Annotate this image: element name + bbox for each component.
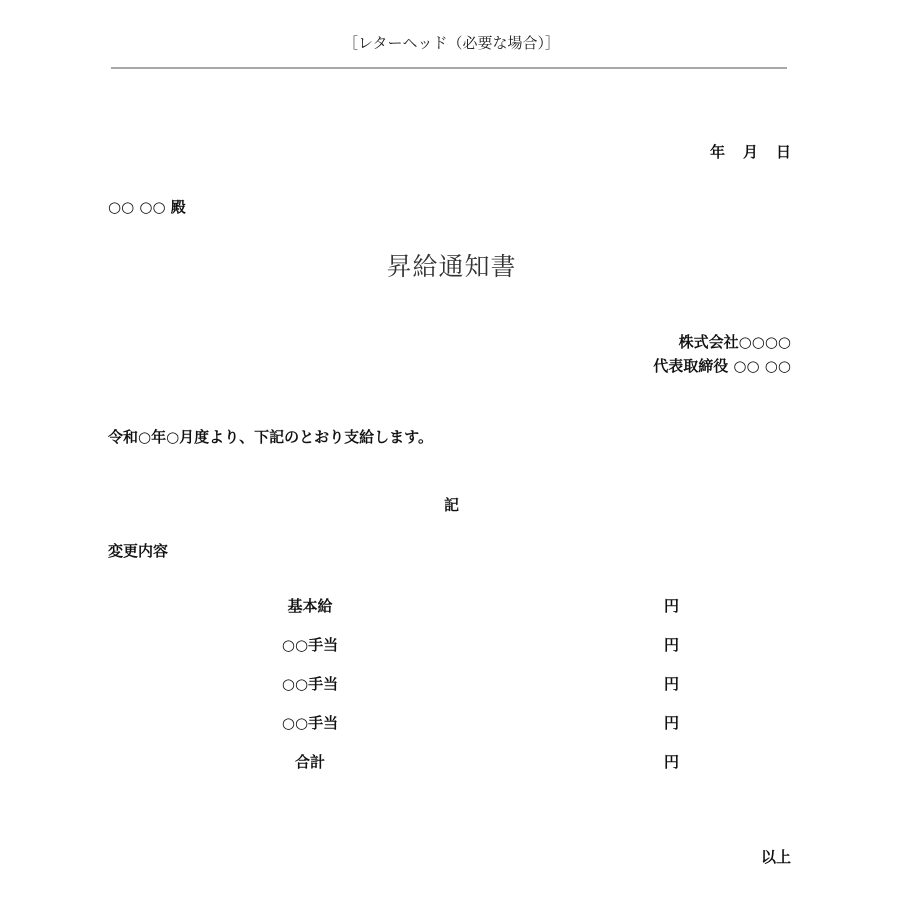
salary-item-unit: 円 xyxy=(664,714,680,732)
body-text: 令和○年○月度より、下記のとおり支給します。 xyxy=(108,428,433,446)
date-year-label: 年 xyxy=(709,143,725,161)
ki-heading: 記 xyxy=(443,496,459,514)
section-label-changes: 変更内容 xyxy=(108,542,169,560)
salary-total-row xyxy=(250,749,690,788)
sender-company: 株式会社○○○○ xyxy=(678,333,791,351)
sender-representative: 代表取締役 ○○ ○○ xyxy=(653,357,791,375)
date-day-label: 日 xyxy=(775,143,791,161)
salary-item-label: 基本給 xyxy=(287,597,333,615)
salary-item-label: ○○手当 xyxy=(281,636,339,654)
salary-item-label: ○○手当 xyxy=(281,675,339,693)
salary-item-row xyxy=(250,632,690,671)
issue-date xyxy=(710,141,791,162)
document-title: 昇給通知書 xyxy=(386,252,517,281)
closing-remark: 以上 xyxy=(760,848,791,866)
salary-item-row xyxy=(250,671,690,710)
salary-item-unit: 円 xyxy=(664,597,680,615)
letterhead-divider xyxy=(111,67,787,69)
salary-item-unit: 円 xyxy=(664,636,680,654)
salary-total-unit: 円 xyxy=(664,753,680,771)
date-month-label: 月 xyxy=(742,143,758,161)
salary-item-unit: 円 xyxy=(664,675,680,693)
addressee: ○○ ○○ 殿 xyxy=(108,198,186,216)
salary-item-label: ○○手当 xyxy=(281,714,339,732)
salary-items-list xyxy=(250,593,690,788)
salary-item-row xyxy=(250,710,690,749)
salary-total-label: 合計 xyxy=(294,753,325,771)
letterhead-placeholder: ［レターヘッド（必要な場合）］ xyxy=(343,34,560,52)
salary-item-row xyxy=(250,593,690,632)
